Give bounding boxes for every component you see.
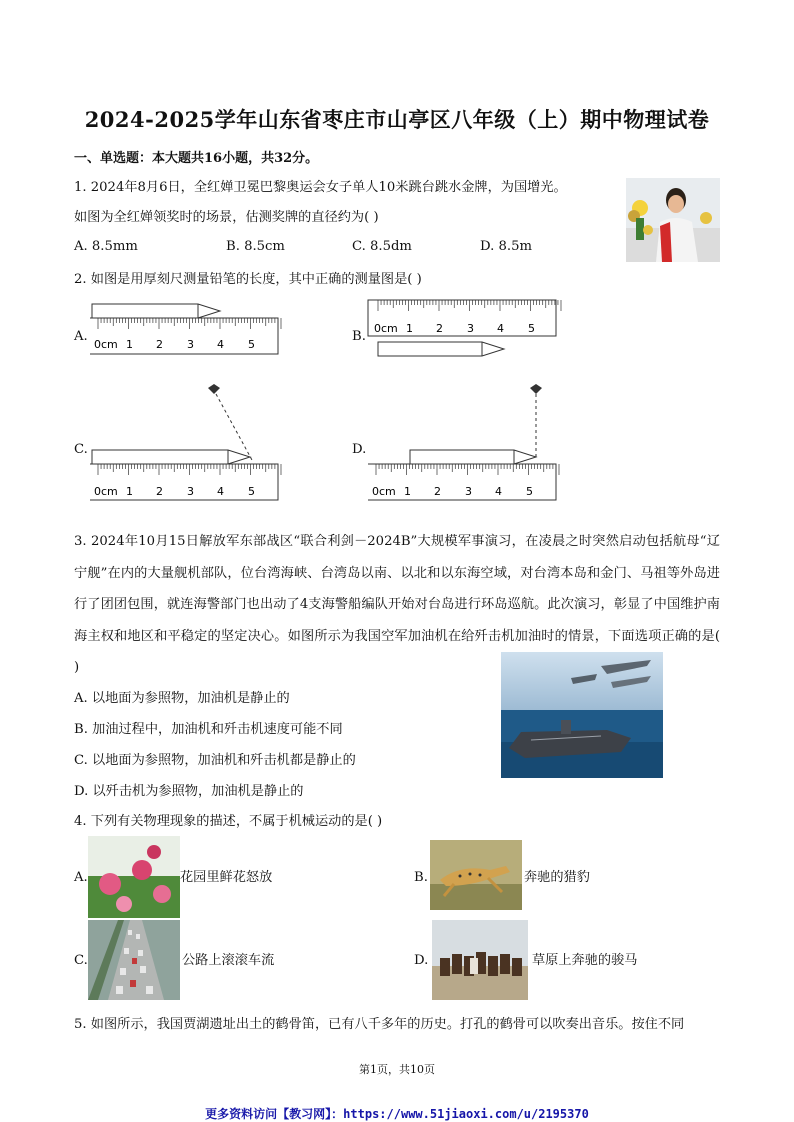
- tick-label: 2: [156, 338, 163, 351]
- resource-link[interactable]: 更多资料访问【教习网】：https://www.51jiaoxi.com/u/2195370: [205, 1107, 589, 1121]
- page-title: 2024-2025学年山东省枣庄市山亭区八年级（上）期中物理试卷: [84, 107, 710, 132]
- q1-line2: 如图为全红婵领奖时的场景，估测奖牌的直径约为( ): [74, 210, 379, 225]
- tick-label: 1: [126, 338, 133, 351]
- q4-option-a-text: 花园里鲜花怒放: [180, 870, 273, 885]
- tick-label: 1: [404, 485, 411, 498]
- section-heading: 一、单选题：本大题共16小题，共32分。: [74, 151, 319, 166]
- tick-label: 2: [434, 485, 441, 498]
- tick-label: 3: [187, 485, 194, 498]
- tick-label: 5: [248, 338, 255, 351]
- q1-option-d: D. 8.5m: [480, 239, 532, 254]
- unit-label: 0cm: [372, 485, 396, 498]
- tick-label: 5: [526, 485, 533, 498]
- q2-option-d-label: D.: [352, 442, 367, 457]
- q4-option-b-label: B.: [414, 870, 428, 885]
- traffic-photo: [88, 920, 180, 1000]
- tick-label: 1: [126, 485, 133, 498]
- unit-label: 0cm: [374, 322, 398, 335]
- tick-label: 2: [156, 485, 163, 498]
- champion-photo: [626, 178, 720, 262]
- tick-label: 4: [497, 322, 504, 335]
- q1-option-a: A. 8.5mm: [74, 239, 138, 254]
- tick-label: 4: [217, 338, 224, 351]
- eye-icon: [208, 384, 220, 394]
- q3-option-d: D. 以歼击机为参照物，加油机是静止的: [74, 784, 304, 799]
- q4-option-d-label: D.: [414, 953, 429, 968]
- q2-diagram-b: [366, 296, 562, 366]
- page-footer: 第1页，共10页: [359, 1063, 435, 1076]
- q1-option-c: C. 8.5dm: [352, 239, 412, 254]
- tick-label: 3: [465, 485, 472, 498]
- q2-option-b-label: B.: [352, 329, 366, 344]
- q3-option-b: B. 加油过程中，加油机和歼击机速度可能不同: [74, 722, 343, 737]
- q2-diagram-c: [88, 378, 284, 512]
- tick-label: 2: [436, 322, 443, 335]
- tick-label: 3: [467, 322, 474, 335]
- tick-label: 1: [406, 322, 413, 335]
- q4-option-d-text: 草原上奔驰的骏马: [532, 953, 638, 968]
- tick-label: 3: [187, 338, 194, 351]
- q2-option-a-label: A.: [74, 329, 88, 344]
- q3-option-a: A. 以地面为参照物，加油机是静止的: [74, 691, 290, 706]
- q2-diagram-d: [366, 378, 562, 512]
- unit-label: 0cm: [94, 338, 118, 351]
- tick-label: 5: [248, 485, 255, 498]
- q1-option-b: B. 8.5cm: [226, 239, 285, 254]
- q3-stem: 3. 2024年10月15日解放军东部战区“联合利剑－2024B”大规模军事演习，在凌晨之时突然启动包括航母“辽宁舰”在内的大量舰机部队，位台湾海峡、台湾岛以南、以北和以东海空域，对台湾本岛和金门、马祖等外岛进行了团团包围，就连海警部门也出动了4支海警船编队开始对台岛进行环岛巡航。此次演习，彰显了中国维护南海主权和地区和平稳定的坚定决心。如图所示为我国空军加油机在给歼击机加油时的情景，下面选项正确的是( ): [74, 534, 720, 675]
- tick-label: 5: [528, 322, 535, 335]
- q4-option-c-text: 公路上滚滚车流: [182, 953, 275, 968]
- q1-line1: 1. 2024年8月6日，全红婵卫冕巴黎奥运会女子单人10米跳台跳水金牌，为国增光。: [74, 180, 567, 195]
- tick-label: 4: [217, 485, 224, 498]
- tick-label: 4: [495, 485, 502, 498]
- q3-option-c: C. 以地面为参照物，加油机和歼击机都是静止的: [74, 753, 356, 768]
- horses-photo: [432, 920, 528, 1000]
- flowers-photo: [88, 836, 180, 918]
- q4-option-c-label: C.: [74, 953, 88, 968]
- q5-line1: 5. 如图所示，我国贾湖遗址出土的鹤骨笛，已有八千多年的历史。打孔的鹤骨可以吹奏出音乐。按住不同: [74, 1017, 685, 1032]
- q4-stem: 4. 下列有关物理现象的描述，不属于机械运动的是( ): [74, 814, 383, 829]
- aircraft-carrier-photo: [501, 652, 663, 778]
- q4-option-a-label: A.: [74, 870, 88, 885]
- cheetah-photo: [430, 840, 522, 910]
- eye-icon: [530, 384, 542, 394]
- q4-option-b-text: 奔驰的猎豹: [524, 870, 590, 885]
- unit-label: 0cm: [94, 485, 118, 498]
- q2-diagram-a: [88, 296, 284, 358]
- q2-option-c-label: C.: [74, 442, 88, 457]
- q2-stem: 2. 如图是用厚刻尺测量铅笔的长度，其中正确的测量图是( ): [74, 272, 422, 287]
